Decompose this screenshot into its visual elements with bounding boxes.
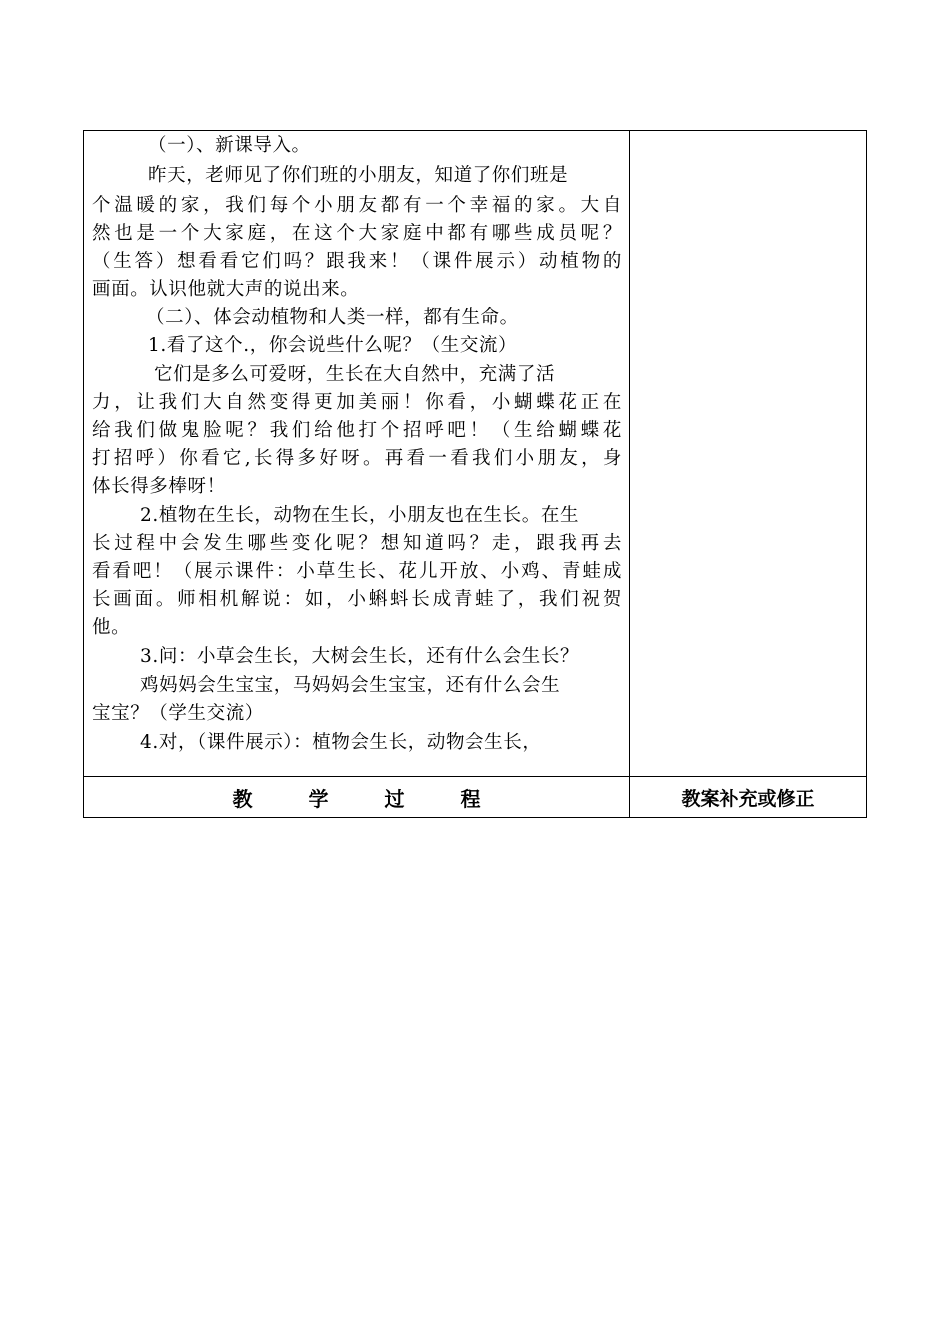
lesson-plan-table: [83, 130, 867, 818]
paragraph-line: 画面。认识他就大声的说出来。: [92, 279, 360, 300]
process-char: 学: [308, 786, 329, 811]
teaching-process-header: [84, 777, 629, 817]
paragraph-line: 4.对，（课件展示）：植物会生长，动物会生长，: [140, 732, 542, 753]
paragraph-line: 长画面。师相机解说：如，小蝌蚪长成青蛙了，我们祝贺: [92, 589, 622, 610]
process-char: 过: [384, 786, 405, 811]
paragraph-line: 体长得多棒呀！: [92, 476, 226, 497]
section-heading-intro: （一）、新课导入。: [148, 135, 311, 156]
paragraph-line: （生答）想看看它们吗？跟我来！（课件展示）动植物的: [92, 251, 622, 272]
paragraph-line: 3.问：小草会生长，大树会生长，还有什么会生长？: [140, 646, 580, 667]
section-heading-life: （二）、体会动植物和人类一样，都有生命。: [146, 307, 519, 328]
paragraph-line: 宝宝？（学生交流）: [92, 703, 264, 724]
paragraph-line: 它们是多么可爱呀，生长在大自然中，充满了活: [154, 364, 556, 385]
supplement-cell: [630, 131, 866, 776]
paragraph-line: 看看吧！（展示课件：小草生长、花儿开放、小鸡、青蛙成: [92, 561, 622, 582]
process-char: 教: [232, 786, 253, 811]
paragraph-line: 打招呼）你看它,长得多好呀。再看一看我们小朋友，身: [92, 448, 622, 469]
paragraph-line: 给我们做鬼脸呢？我们给他打个招呼吧！（生给蝴蝶花: [92, 420, 622, 441]
paragraph-line: 个温暖的家，我们每个小朋友都有一个幸福的家。大自: [92, 195, 622, 216]
paragraph-line: 力，让我们大自然变得更加美丽！你看，小蝴蝶花正在: [92, 392, 622, 413]
supplement-header: 教案补充或修正: [681, 787, 815, 810]
paragraph-line: 2.植物在生长，动物在生长，小朋友也在生长。在生: [140, 505, 580, 526]
paragraph-line: 长过程中会发生哪些变化呢？想知道吗？走，跟我再去: [92, 533, 622, 554]
paragraph-line: 鸡妈妈会生宝宝，马妈妈会生宝宝，还有什么会生: [140, 675, 561, 696]
process-char: 程: [460, 786, 481, 811]
paragraph-line: 然也是一个大家庭，在这个大家庭中都有哪些成员呢？: [92, 223, 622, 244]
paragraph-line: 1.看了这个.，你会说些什么呢？（生交流）: [148, 335, 518, 356]
paragraph-line: 昨天，老师见了你们班的小朋友，知道了你们班是: [148, 165, 569, 186]
paragraph-line: 他。: [92, 617, 131, 638]
column-divider: [629, 131, 630, 817]
teaching-content-cell: [84, 131, 629, 776]
